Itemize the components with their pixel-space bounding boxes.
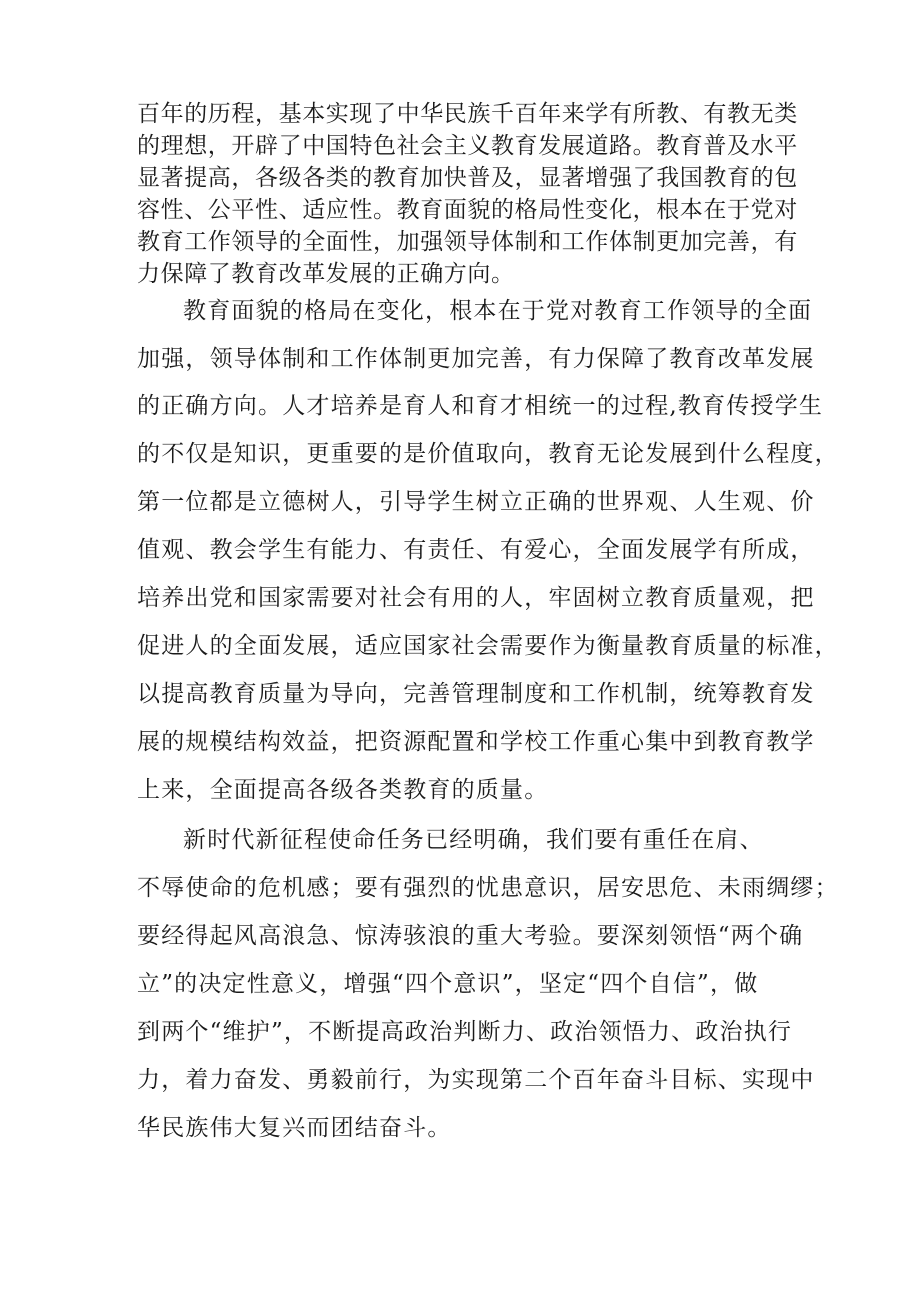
text-line: 上来，全面提高各级各类教育的质量。 xyxy=(137,777,549,803)
text-line: 要经得起风高浪急、惊涛骇浪的重大考验。要深刻领悟“两个确 xyxy=(137,923,804,949)
text-line: 加强，领导体制和工作体制更加完善，有力保障了教育改革发展 xyxy=(137,346,815,372)
text-line: 立”的决定性意义，增强“四个意识”，坚定“四个自信”，做 xyxy=(137,971,759,997)
text-line: 促进人的全面发展，适应国家社会需要作为衡量教育质量的标准， xyxy=(137,633,839,659)
text-line: 以提高教育质量为导向，完善管理制度和工作机制，统筹教育发 xyxy=(137,681,815,707)
text-line: 教育面貌的格局在变化，根本在于党对教育工作领导的全面 xyxy=(183,298,813,324)
text-line: 容性、公平性、适应性。教育面貌的格局性变化，根本在于党对 xyxy=(137,197,798,223)
text-line: 力保障了教育改革发展的正确方向。 xyxy=(137,261,515,287)
text-line: 第一位都是立德树人，引导学生树立正确的世界观、人生观、价 xyxy=(137,489,815,515)
text-line: 培养出党和国家需要对社会有用的人，牢固树立教育质量观，把 xyxy=(137,585,815,611)
text-line: 值观、教会学生有能力、有责任、有爱心，全面发展学有所成， xyxy=(137,537,815,563)
text-line: 展的规模结构效益，把资源配置和学校工作重心集中到教育教学 xyxy=(137,729,815,755)
text-line: 力，着力奋发、勇毅前行，为实现第二个百年奋斗目标、实现中 xyxy=(137,1067,815,1093)
text-line: 华民族伟大复兴而团结奋斗。 xyxy=(137,1115,452,1141)
text-line: 百年的历程，基本实现了中华民族千百年来学有所教、有教无类 xyxy=(137,101,798,127)
text-line: 的正确方向。人才培养是育人和育才相统一的过程,教育传授学生 xyxy=(137,393,824,419)
text-line: 的不仅是知识，更重要的是价值取向，教育无论发展到什么程度， xyxy=(137,441,839,467)
text-line: 显著提高，各级各类的教育加快普及，显著增强了我国教育的包 xyxy=(137,165,798,191)
text-line: 到两个“维护”，不断提高政治判断力、政治领悟力、政治执行 xyxy=(137,1019,793,1045)
text-line: 教育工作领导的全面性，加强领导体制和工作体制更加完善，有 xyxy=(137,229,798,255)
text-line: 不辱使命的危机感；要有强烈的忧患意识，居安思危、未雨绸缪； xyxy=(137,875,839,901)
text-line: 新时代新征程使命任务已经明确，我们要有重任在肩、 xyxy=(183,827,764,853)
text-line: 的理想，开辟了中国特色社会主义教育发展道路。教育普及水平 xyxy=(137,133,798,159)
